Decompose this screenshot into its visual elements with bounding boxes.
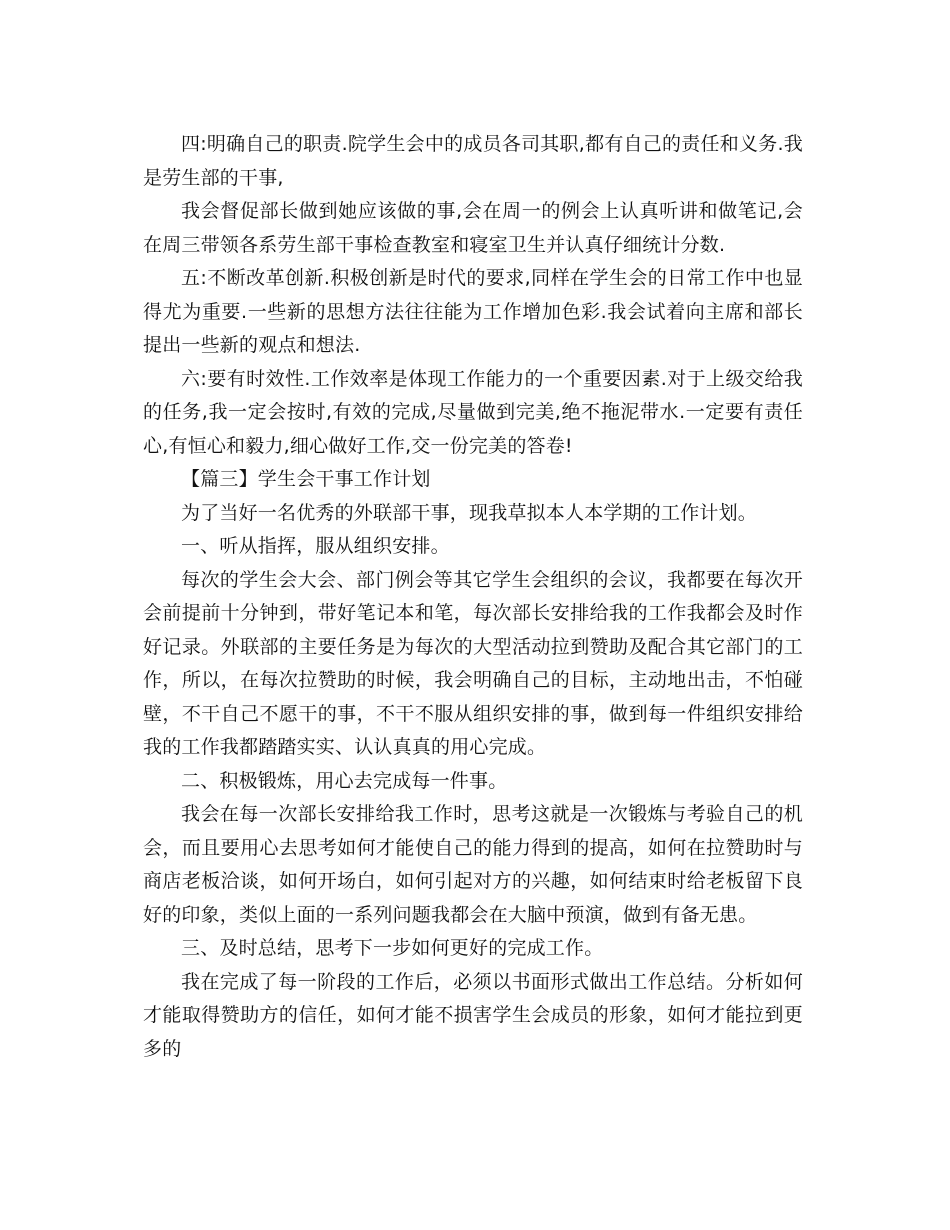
paragraph-training: 我会在每一次部长安排给我工作时，思考这就是一次锻炼与考验自己的机会，而且要用心去思考如何才能使自己的能力得到的提高，如何在拉赞助时与商店老板洽谈，如何开场白，如何引起对方的兴趣，如何结束时给老板留下良好的印象，类似上面的一系列问题我都会在大脑中预演，做到有备无患。: [143, 803, 803, 926]
section-heading: 【篇三】学生会干事工作计划: [181, 468, 431, 490]
paragraph-summary: 我在完成了每一阶段的工作后，必须以书面形式做出工作总结。分析如何才能取得赞助方的信任，如何才能不损害学生会成员的形象，如何才能拉到更多的: [143, 970, 803, 1060]
paragraph-innovation: 五:不断改革创新.积极创新是时代的要求,同样在学生会的日常工作中也显得尤为重要.一些新的思想方法往往能为工作增加色彩.我会试着向主席和部长提出一些新的观点和想法.: [143, 267, 803, 356]
paragraph-intro: 为了当好一名优秀的外联部干事，现我草拟本人本学期的工作计划。: [181, 501, 758, 524]
point-heading-3: 三、及时总结，思考下一步如何更好的完成工作。: [181, 937, 604, 959]
point-heading-1: 一、听从指挥，服从组织安排。: [181, 535, 450, 557]
paragraph-efficiency: 六:要有时效性.工作效率是体现工作能力的一个重要因素.对于上级交给我的任务,我一定会按时,有效的完成,尽量做到完美,绝不拖泥带水.一定要有责任心,有恒心和毅力,细心做好工作,交一份完美的答卷!: [143, 367, 803, 457]
paragraph-supervise: 我会督促部长做到她应该做的事,会在周一的例会上认真听讲和做笔记,会在周三带领各系劳生部干事检查教室和寝室卫生并认真仔细统计分数.: [143, 200, 803, 256]
paragraph-meetings: 每次的学生会大会、部门例会等其它学生会组织的会议，我都要在每次开会前提前十分钟到，带好笔记本和笔，每次部长安排给我的工作我都会及时作好记录。外联部的主要任务是为每次的大型活动拉到赞助及配合其它部门的工作，所以，在每次拉赞助的时候，我会明确自己的目标，主动地出击，不怕碰壁，不干自己不愿干的事，不干不服从组织安排的事，做到每一件组织安排给我的工作我都踏踏实实、认认真真的用心完成。: [143, 568, 803, 758]
point-heading-2: 二、积极锻炼，用心去完成每一件事。: [181, 769, 508, 792]
document-body: [143, 128, 803, 1066]
paragraph-duty: 四:明确自己的职责.院学生会中的成员各司其职,都有自己的责任和义务.我是劳生部的干事,: [143, 133, 803, 189]
